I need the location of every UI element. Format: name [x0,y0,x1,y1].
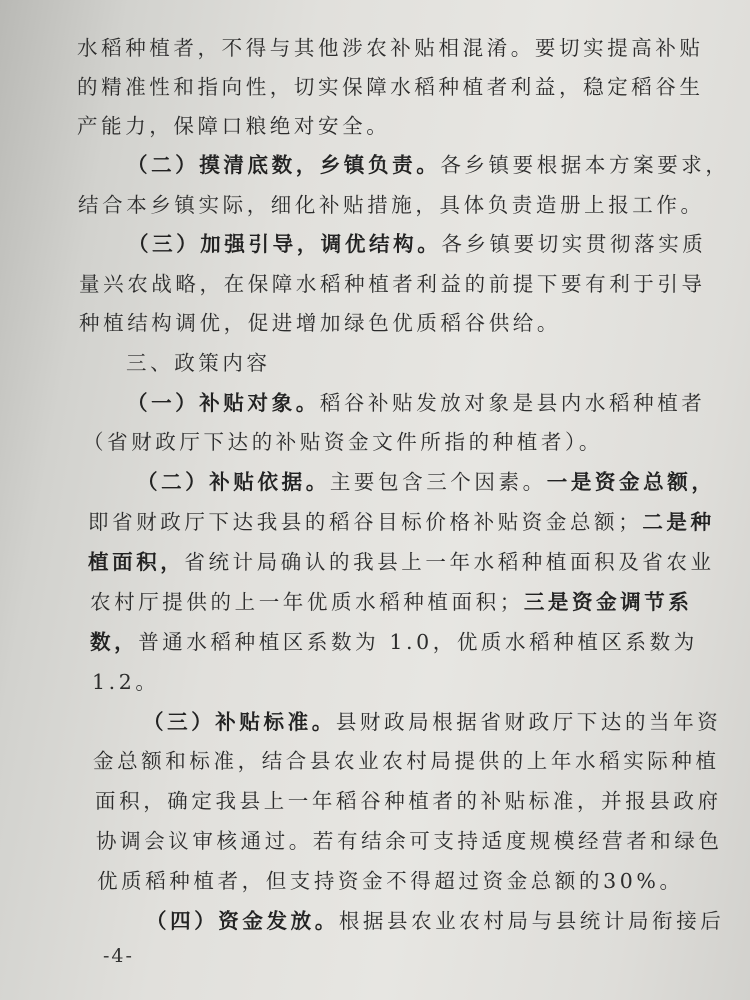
text-line [96,821,750,861]
paragraph-text: 优质稻种植者，但支持资金不得超过资金总额的30%。 [97,869,684,893]
paragraph-text: 普通水稻种植区系数为 1.0，优质水稻种植区系数为 [138,630,698,654]
bold-heading-text: （三）补贴标准。 [143,710,336,734]
text-line [83,422,750,462]
text-line [97,861,750,901]
bold-heading-text: （二）补贴依据。 [137,470,330,494]
paragraph-text: 省统计局确认的我县上一年水稻种植面积及省农业 [184,550,715,574]
bold-heading-text: 数， [90,630,139,654]
bold-emphasis-text: 二是种 [642,510,715,534]
bold-heading-text: （四）资金发放。 [146,909,339,933]
paragraph-text: 1.2。 [92,670,160,694]
paragraph-text: 种植结构调优，促进增加绿色优质稻谷供给。 [79,311,561,335]
text-line [77,106,750,146]
text-line [90,582,750,622]
bold-heading-text: （一）补贴对象。 [127,391,320,415]
bold-emphasis-text: 一是资金总额， [546,470,716,494]
text-line [79,303,750,343]
paragraph-text: 主要包含三个因素。 [329,470,547,494]
text-line [95,781,750,821]
paragraph-text: 根据县农业农村局与县统计局衔接后 [338,909,725,933]
bold-heading-text: （二）摸清底数，乡镇负责。 [127,153,441,177]
text-line [127,383,750,423]
paragraph-text: 金总额和标准，结合县农业农村局提供的上年水稻实际种植 [93,749,720,773]
text-line [93,741,750,781]
bold-heading-text: （三）加强引导，调优结构。 [128,232,442,256]
text-line [146,901,750,941]
bold-heading-text: 植面积， [88,550,185,574]
paragraph-text: 三、政策内容 [126,351,271,375]
paragraph-text: 协调会议审核通过。若有结余可支持适度规模经营者和绿色 [96,829,723,853]
bold-emphasis-text: 三是资金调节系 [523,590,693,614]
paragraph-text: 量兴农战略，在保障水稻种植者利益的前提下要有利于引导 [79,272,706,296]
paragraph-text: 水稻种植者，不得与其他涉农补贴相混淆。要切实提高补贴 [77,36,704,60]
text-line [90,622,750,662]
paragraph-text: 稻谷补贴发放对象是县内水稻种植者 [319,391,706,415]
paragraph-text: 各乡镇要根据本方案要求， [440,153,730,177]
paragraph-text: 的精准性和指向性，切实保障水稻种植者利益，稳定稻谷生 [77,75,704,99]
text-line [143,702,750,742]
text-line [77,67,750,107]
paragraph-text: 结合本乡镇实际，细化补贴措施，具体负责造册上报工作。 [78,193,705,217]
text-line [78,185,750,225]
page-number: -4- [103,945,134,967]
paragraph-text: 即省财政厅下达我县的稻谷目标价格补贴资金总额； [88,510,643,534]
text-line [88,502,750,542]
text-line [88,542,750,582]
paragraph-text: 农村厅提供的上一年优质水稻种植面积； [90,590,524,614]
text-line [79,264,750,304]
text-line [137,462,750,502]
text-line [128,224,750,264]
paragraph-text: 产能力，保障口粮绝对安全。 [77,114,391,138]
paragraph-text: 面积，确定我县上一年稻谷种植者的补贴标准，并报县政府 [95,789,722,813]
paragraph-text: 县财政局根据省财政厅下达的当年资 [335,710,722,734]
text-line [127,145,750,185]
text-line [77,28,750,68]
paragraph-text: 各乡镇要切实贯彻落实质 [441,232,707,256]
paragraph-text: （省财政厅下达的补贴资金文件所指的种植者）。 [83,430,603,454]
text-line [92,662,750,702]
text-line [126,343,750,383]
